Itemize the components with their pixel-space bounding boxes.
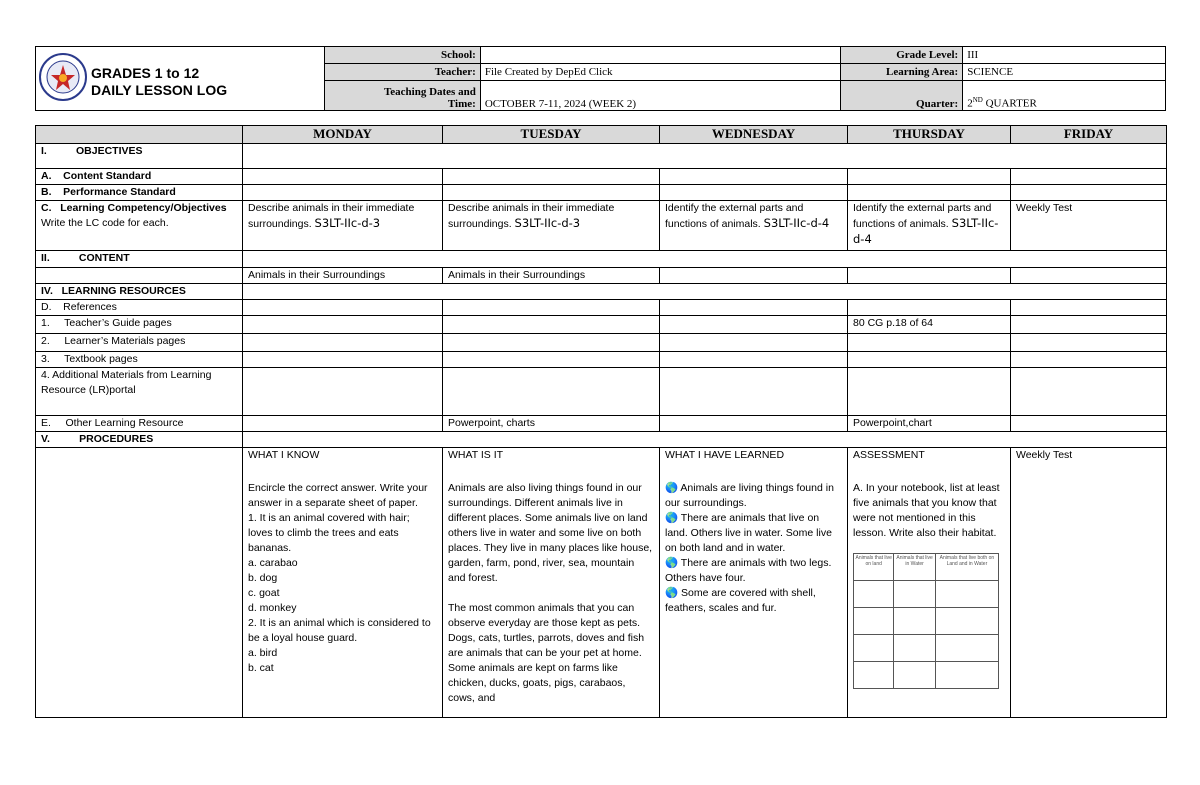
- competency-tuesday[interactable]: Describe animals in their immediate surroundings. S3LT-IIc-d-3: [443, 201, 660, 251]
- corner-cell: [36, 126, 243, 144]
- learning-area-label: Learning Area:: [841, 64, 963, 81]
- procedure-wednesday[interactable]: WHAT I HAVE LEARNED 🌎 Animals are living things found in our surroundings. 🌎 There are animals that live on land. Others live in water. Some live on both land and in water. 🌎 There are animals with two legs. Others have four. 🌎 Some are covered with shell, feathers, scales and fur.: [660, 448, 848, 718]
- other-resource-thursday[interactable]: Powerpoint,chart: [848, 416, 1011, 432]
- competency-thursday[interactable]: Identify the external parts and functions of animals. S3LT-IIc-d-4: [848, 201, 1011, 251]
- day-monday: MONDAY: [243, 126, 443, 144]
- school-label: School:: [325, 47, 481, 64]
- school-value[interactable]: [480, 47, 841, 64]
- learning-area-value[interactable]: SCIENCE: [963, 64, 1166, 81]
- deped-seal-logo: [39, 53, 87, 101]
- quarter-value[interactable]: 2ND QUARTER: [963, 81, 1166, 111]
- competency-wednesday[interactable]: Identify the external parts and functions of animals. S3LT-IIc-d-4: [660, 201, 848, 251]
- other-resource-label: E. Other Learning Resource: [36, 416, 243, 432]
- teachers-guide-label: 1. Teacher’s Guide pages: [36, 316, 243, 334]
- day-thursday: THURSDAY: [848, 126, 1011, 144]
- objectives-heading: I. OBJECTIVES: [36, 144, 243, 169]
- header-info-table: [324, 46, 1166, 111]
- procedure-monday[interactable]: WHAT I KNOW Encircle the correct answer. Write your answer in a separate sheet of paper. 1. It is an animal covered with hair; loves to climb the trees and eats bananas. a. carabao b. dog c. goat d. monkey 2. It is an animal which is considered to be a loyal house guard. a. bird b. cat: [243, 448, 443, 718]
- header: [35, 46, 1166, 111]
- competency-monday[interactable]: Describe animals in their immediate surroundings. S3LT-IIc-d-3: [243, 201, 443, 251]
- procedure-thursday[interactable]: ASSESSMENT A. In your notebook, list at least five animals that you know that were not mentioned in this lesson. Write also their habitat. Animals that live on land Animals that live in Water Animals that live both on Land and in Water: [848, 448, 1011, 718]
- teaching-dates-value[interactable]: OCTOBER 7-11, 2024 (WEEK 2): [480, 81, 841, 111]
- procedure-friday[interactable]: Weekly Test: [1011, 448, 1167, 718]
- day-friday: FRIDAY: [1011, 126, 1167, 144]
- references-label: D. References: [36, 300, 243, 316]
- day-wednesday: WEDNESDAY: [660, 126, 848, 144]
- title-line-1: GRADES 1 to 12: [91, 65, 200, 81]
- teachers-guide-thursday[interactable]: 80 CG p.18 of 64: [848, 316, 1011, 334]
- performance-standard-label: B. Performance Standard: [36, 185, 243, 201]
- days-header-row: [36, 126, 1167, 144]
- lesson-log-table: [35, 125, 1167, 718]
- day-tuesday: TUESDAY: [443, 126, 660, 144]
- content-monday[interactable]: Animals in their Surroundings: [243, 268, 443, 284]
- additional-materials-label: 4. Additional Materials from Learning Resource (LR)portal: [36, 368, 243, 416]
- grade-level-value[interactable]: III: [963, 47, 1166, 64]
- title-line-2: DAILY LESSON LOG: [91, 82, 228, 98]
- header-title-cell: [35, 46, 325, 111]
- teacher-label: Teacher:: [325, 64, 481, 81]
- content-tuesday[interactable]: Animals in their Surroundings: [443, 268, 660, 284]
- content-heading: II. CONTENT: [36, 251, 243, 268]
- content-standard-label: A. Content Standard: [36, 169, 243, 185]
- procedures-heading: V. PROCEDURES: [36, 432, 243, 448]
- teaching-dates-label: Teaching Dates and Time:: [325, 81, 481, 111]
- procedure-tuesday[interactable]: WHAT IS IT Animals are also living things found in our surroundings. Different animals live in different places. Some animals live on land others live in water and some live on both places. They live in many places like house, garden, farm, pond, river, sea, mountain and forest. The most common animals that you can observe everyday are those kept as pets. Dogs, cats, turtles, parrots, doves and fish are animals that can be your pet at home. Some animals are kept on farms like chicken, ducks, goats, pigs, carabaos, cows, and: [443, 448, 660, 718]
- learning-competency-label: C. Learning Competency/Objectives Write the LC code for each.: [36, 201, 243, 251]
- grade-level-label: Grade Level:: [841, 47, 963, 64]
- habitat-table: Animals that live on land Animals that live in Water Animals that live both on Land and in Water: [853, 553, 999, 689]
- other-resource-tuesday[interactable]: Powerpoint, charts: [443, 416, 660, 432]
- competency-friday[interactable]: Weekly Test: [1011, 201, 1167, 251]
- quarter-label: Quarter:: [841, 81, 963, 111]
- objectives-cell[interactable]: [243, 144, 1167, 169]
- learning-resources-heading: IV. LEARNING RESOURCES: [36, 284, 243, 300]
- teacher-value[interactable]: File Created by DepEd Click: [480, 64, 841, 81]
- textbook-pages-label: 3. Textbook pages: [36, 352, 243, 368]
- learners-materials-label: 2. Learner’s Materials pages: [36, 334, 243, 352]
